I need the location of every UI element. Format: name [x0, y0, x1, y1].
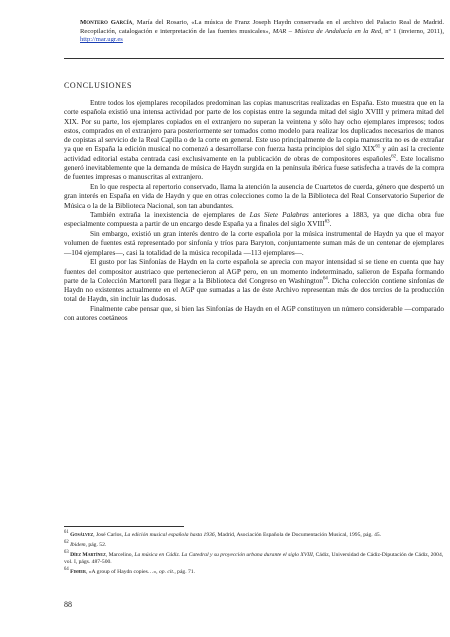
page-number: 88	[64, 600, 72, 609]
footnote-ref[interactable]: 61	[375, 145, 381, 151]
body-text	[64, 99, 444, 324]
footnote-ref[interactable]: 62	[391, 154, 397, 160]
footnote-number: 61	[64, 530, 69, 535]
paragraph: También extraña la inexistencia de ejemplares de Las Siete Palabras anteriores a 1883, ya que dicha obra fue especialmente compuesta a partir de un encargo desde España ya a finales del siglo XVIII$^{63}$.	[64, 211, 445, 229]
header-citation-issue: , nº 1 (invierno, 2011),	[381, 27, 444, 35]
work-title: Las Siete Palabras	[249, 211, 309, 220]
footnote-number: 63	[64, 550, 69, 556]
header-journal: MAR – Música de Andalucía en la Red	[272, 27, 382, 35]
footnote-ref[interactable]: 64	[322, 276, 328, 282]
footnote-number: 62	[64, 540, 69, 546]
footnote: $^{62}$ Ibidem, pág. 52.	[64, 540, 107, 548]
footnote-ref[interactable]: 63	[324, 220, 330, 226]
footnote: $^{63}$ Díez Martínez, Marcelino, La música en Cádiz. La Catedral y su proyección urbana durante el siglo XVIII, Cádiz, Universidad de Cádiz-Diputación de Cádiz, 2004, vol. I, págs. 487-500.	[64, 550, 444, 566]
footnote-rule	[64, 526, 184, 527]
paragraph: En lo que respecta al repertorio conservado, llama la atención la ausencia de Cuartetos de cuerda, género que despertó un gran interés en España en vida de Haydn y que en otras colecciones como la de la Biblioteca del Real Conservatorio Superior de Música o la de la Biblioteca Nacional, son tan abundantes.	[64, 182, 444, 210]
paragraph: Finalmente cabe pensar que, si bien las Sinfonías de Haydn en el AGP constituyen un número considerable —comparado con autores coetáneos	[64, 305, 444, 323]
paragraph: El gusto por las Sinfonías de Haydn en la corte española se aprecia con mayor intensidad si se tiene en cuenta que hay fuentes del compositor austriaco que pertenecieron al AGP pero, en un momento indeterminado, salieron de España formando parte de la Colección Martorell para llegar a la Biblioteca del Congreso en Washington$^{64}$. Dicha colección contiene sinfonías de Haydn no existentes actualmente en el AGP que sumadas a las de éste Archivo representan más de dos tercios de la producción total de Haydn, sin incluir las dudosas.	[64, 258, 445, 304]
paragraph: Sin embargo, existió un gran interés dentro de la corte española por la música instrumental de Haydn ya que el mayor volumen de fuentes está representado por sinfonía y tríos para Baryton, conjuntamente suman más de un centenar de ejemplares —104 ejemplares—, casi la totalidad de la música recopilada —113 ejemplares—.	[64, 230, 444, 257]
section-title: CONCLUSIONES	[64, 81, 133, 90]
running-header-citation	[80, 19, 444, 45]
footnote-number: 64	[64, 567, 69, 573]
header-author: Montero García	[80, 19, 133, 26]
header-rule	[64, 58, 444, 59]
footnote: $^{61}$ Gosálvez, José Carlos, La edición musical española hasta 1936, Madrid, Asociación Española de Documentación Musical, 1995, pág. 45.	[64, 530, 382, 538]
header-url-link[interactable]: http://mar.ugr.es	[80, 36, 123, 44]
header-citation-text: , María del Rosario, «La música de Franz Joseph Haydn conservada en el archivo del Palacio Real de Madrid. Recopilación, catalogación e interpretación de las fuentes musicales»,	[80, 19, 445, 35]
paragraph: Entre todos los ejemplares recopilados predominan las copias manuscritas realizadas en España. Esto muestra que en la corte española existió una intensa actividad por parte de los copistas entre la segunda mitad del siglo XVIII y primera mitad del XIX. Por su parte, los ejemplares copiados en el extranjero no superan la veintena y sólo hay ocho ejemplares impresos; todos estos, comprados en el extranjero para posteriormente ser tomados como modelo para realizar los duplicados necesarios de manos de copistas al servicio de la Real Capilla o de la corte en general. Este uso principalmente de la copia manuscrita no es de extrañar ya que en España la edición musical no comenzó a desarrollarse con fuerza hasta principios del siglo XIX$^{61}$ y aún así la creciente actividad editorial estaba centrada casi exclusivamente en la publicación de obras de compositores españoles$^{62}$. Este localismo generó inevitablemente que la demanda de música de Haydn surgida en la península ibérica fuese satisfecha a través de la compra de fuentes impresas o manuscritas al extranjero.	[64, 99, 445, 182]
footnote: $^{64}$ Fisher, «A group of Haydn copies…», op. cit., pág. 71.	[64, 567, 196, 576]
footnotes	[64, 529, 444, 576]
